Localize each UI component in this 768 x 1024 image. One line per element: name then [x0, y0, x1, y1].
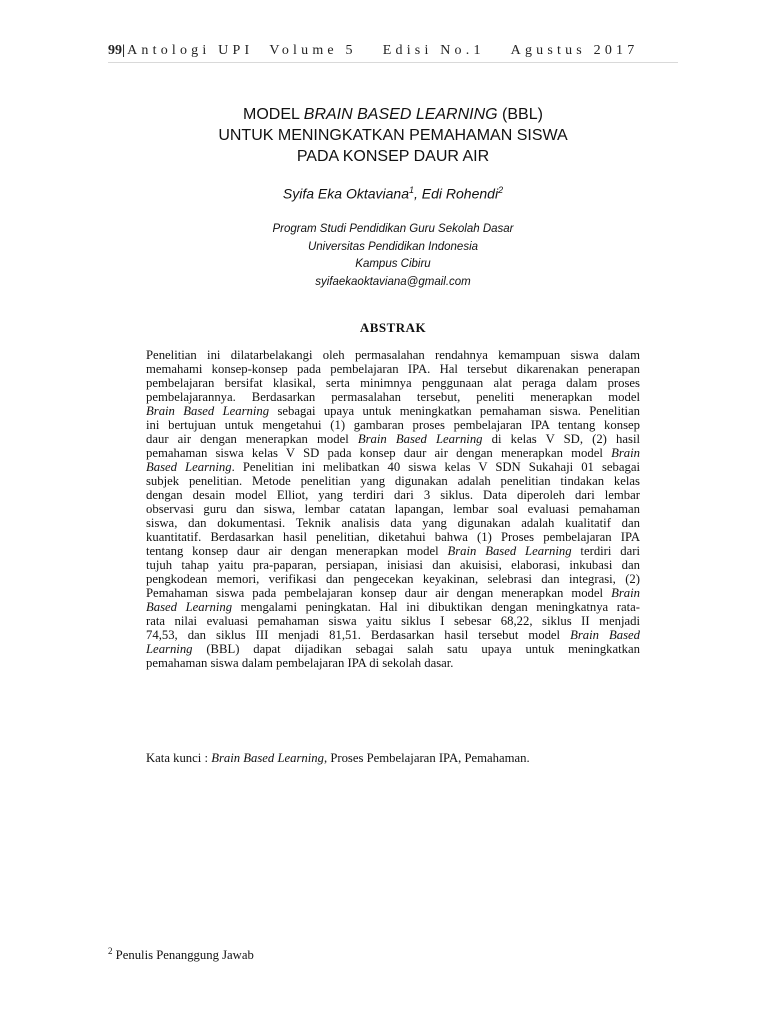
abstract-italic-term: Brain [611, 446, 640, 460]
abstract-italic-term: Brain [611, 586, 640, 600]
paper-title [108, 104, 678, 167]
abstract-text: tujuh tahap yaitu pra-paparan, persiapan, inisiasi dan akuisisi, elaborasi, inkubasi dan [146, 558, 640, 572]
header-separator: | [122, 43, 126, 58]
title-line-1: MODEL BRAIN BASED LEARNING (BBL) [243, 106, 543, 123]
abstract-text: sebagai upaya untuk meningkatkan pemahaman siswa. Penelitian [269, 404, 640, 418]
abstract-text: pemahaman siswa dalam pembelajaran IPA di sekolah dasar. [146, 656, 454, 670]
abstract-line [146, 600, 640, 614]
abstract-line [146, 628, 640, 642]
abstract-line [146, 530, 640, 544]
abstract-line [146, 404, 640, 418]
abstract-line [146, 502, 640, 516]
abstract-text: subjek penelitian. Metode penelitian yang digunakan adalah penelitian tindakan kelas [146, 474, 640, 488]
footnote-marker: 2 [108, 946, 113, 956]
abstract-line [146, 614, 640, 628]
journal-edition: Edisi No.1 [382, 43, 485, 58]
author-list: Syifa Eka Oktaviana$^1$, Edi Rohendi$^2$ [282, 185, 504, 202]
abstract-line [146, 642, 640, 656]
title-line-3: PADA KONSEP DAUR AIR [296, 148, 490, 165]
abstract-text: 74,53, dan siklus III menjadi 81,51. Berdasarkan hasil tersebut model [146, 628, 571, 642]
author-2-marker: 2 [498, 185, 504, 195]
author-email: syifaekaoktaviana@gmail.com [315, 275, 471, 288]
abstract-line [146, 544, 640, 558]
author-1-marker: 1 [408, 185, 414, 195]
abstract-italic-term: Brain Based Learning [357, 432, 483, 446]
abstract-italic-term: Learning [146, 642, 193, 656]
abstract-text: mengalami peningkatan. Hal ini dibuktikan dengan meningkatnya rata- [232, 600, 640, 614]
footnote-text: Penulis Penanggung Jawab [115, 948, 254, 963]
abstract-text: kuantitatif. Berdasarkan hasil penelitian, diketahui bahwa (1) Proses pembelajaran IPA [146, 530, 640, 544]
abstract-italic-term: Brain Based [570, 628, 640, 642]
abstract-line [146, 376, 640, 390]
abstract-text: memahami konsep-konsep pada pembelajaran IPA. Hal tersebut dikarenakan penerapan [146, 362, 640, 376]
abstract-text: Pemahaman siswa pada pembelajaran konsep daur air dengan menerapkan model [146, 586, 612, 600]
abstract-text: (BBL) dapat dijadikan sebagai salah satu upaya untuk meningkatkan [192, 642, 640, 656]
journal-volume: Volume 5 [269, 43, 357, 58]
running-header [108, 43, 638, 59]
journal-date: Agustus 2017 [510, 43, 639, 58]
abstract-line [146, 348, 640, 362]
keywords-italic: Brain Based Learning [211, 751, 324, 765]
author-1: Syifa Eka Oktaviana [282, 185, 409, 202]
abstract-text: Penelitian ini dilatarbelakangi oleh permasalahan rendahnya kemampuan siswa dalam [146, 348, 640, 362]
abstract-line [146, 572, 640, 586]
author-2: Edi Rohendi [421, 185, 499, 202]
abstract-italic-term: Based Learning [146, 460, 232, 474]
keywords [146, 751, 640, 766]
abstract-italic-term: Brain Based Learning [146, 404, 270, 418]
page-number: 99 [108, 43, 122, 58]
abstract-line [146, 656, 640, 670]
abstract-body [146, 348, 640, 670]
title-line-2: UNTUK MENINGKATKAN PEMAHAMAN SISWA [218, 127, 568, 144]
abstract-text: pemahaman siswa kelas V SD pada konsep daur air dengan menerapkan model [146, 446, 612, 460]
abstract-italic-term: Brain Based Learning [447, 544, 572, 558]
abstract-text: pembelajaran bersifat klasikal, serta minimnya penggunaan alat peraga dalam proses [146, 376, 640, 390]
abstract-line [146, 586, 640, 600]
abstract-line [146, 432, 640, 446]
abstract-line [146, 446, 640, 460]
abstract-text: rata nilai evaluasi pemahaman siswa yaitu siklus I sebesar 68,22, siklus II menjadi [146, 614, 640, 628]
abstract-line [146, 488, 640, 502]
abstract-text: siswa, dan dokumentasi. Teknik analisis data yang digunakan adalah kualitatif dan [146, 516, 640, 530]
abstract-text: terdiri dari [571, 544, 641, 558]
journal-name: Antologi UPI [127, 43, 254, 58]
affiliation-campus: Kampus Cibiru [355, 258, 431, 270]
title-italic: BRAIN BASED LEARNING [303, 106, 498, 123]
abstract-line [146, 362, 640, 376]
abstract-text: daur air dengan menerapkan model [146, 432, 358, 446]
abstract-text: pembelajarannya. Berdasarkan permasalahan tersebut, peneliti menerapkan model [146, 390, 640, 404]
abstract-heading: ABSTRAK [359, 320, 427, 335]
abstract-line [146, 516, 640, 530]
abstract-line [146, 558, 640, 572]
keywords-label: Kata kunci : [146, 751, 212, 765]
keywords-rest: , Proses Pembelajaran IPA, Pemahaman. [323, 751, 530, 765]
abstract-text: ini bertujuan untuk mengetahui (1) gambaran proses pembelajaran IPA tentang konsep [146, 418, 640, 432]
abstract-line [146, 418, 640, 432]
abstract-text: pengkodean memori, verifikasi dan pengecekan keyakinan, selebrasi dan integrasi, (2) [146, 572, 640, 586]
affiliation [108, 221, 678, 291]
abstract-text: observasi guru dan siswa, lembar catatan lapangan, lembar soal evaluasi pemahaman [146, 502, 640, 516]
abstract-line [146, 460, 640, 474]
abstract-text: tentang konsep daur air dengan menerapkan model [146, 544, 448, 558]
footnote [108, 946, 254, 963]
abstract-line [146, 390, 640, 404]
abstract-line [146, 474, 640, 488]
abstract-text: di kelas V SD, (2) hasil [482, 432, 640, 446]
affiliation-program: Program Studi Pendidikan Guru Sekolah Dasar [272, 223, 514, 235]
header-rule [108, 62, 678, 63]
abstract-text: dengan desain model Elliot, yang terdiri dari 3 siklus. Data diperoleh dari lembar [146, 488, 640, 502]
affiliation-university: Universitas Pendidikan Indonesia [307, 240, 479, 253]
abstract-italic-term: Based Learning [146, 600, 233, 614]
abstract-text: . Penelitian ini melibatkan 40 siswa kelas V SDN Sukahaji 01 sebagai [231, 460, 640, 474]
